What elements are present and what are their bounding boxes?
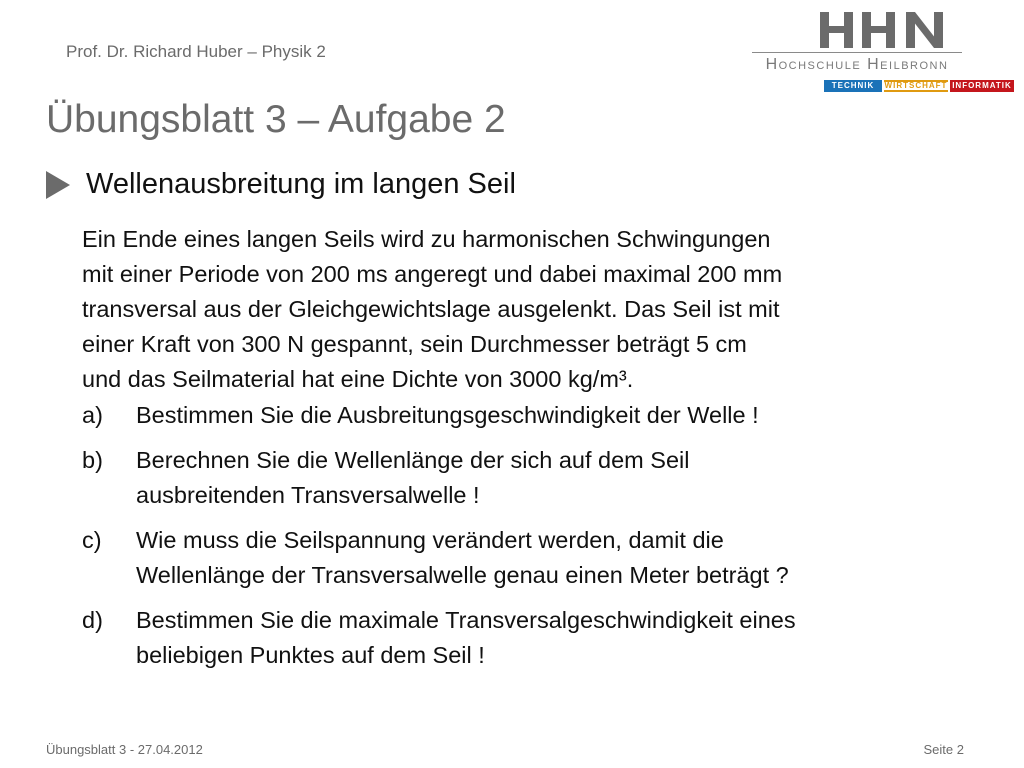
header-author: Prof. Dr. Richard Huber – Physik 2 (66, 42, 326, 61)
task-text: Bestimmen Sie die maximale Transversalgeschwindigkeit eines beliebigen Punktes auf dem Seil ! (136, 607, 796, 668)
hhn-logo-mark-icon (820, 12, 950, 50)
task-text: Bestimmen Sie die Ausbreitungsgeschwindigkeit der Welle ! (136, 402, 759, 428)
triangle-bullet-icon (46, 171, 70, 199)
problem-description: Ein Ende eines langen Seils wird zu harmonischen Schwingungen mit einer Periode von 200 ms angeregt und dabei maximal 200 mm transversal aus der Gleichgewichtslage ausgelenkt. Das Seil ist mit einer Kraft von 300 N gespannt, sein Durchmesser beträgt 5 cm und das Seilmaterial hat eine Dichte von 3000 kg/m³. (82, 226, 783, 392)
heading-row (46, 168, 516, 201)
task-label: c) (82, 527, 102, 553)
logo-bar-wirtschaft: WIRTSCHAFT (884, 81, 948, 90)
logo-divider (752, 52, 962, 53)
footer-page-number: Seite 2 (923, 742, 964, 757)
task-item-b (82, 443, 962, 513)
task-item-a (82, 398, 962, 433)
task-text: Wie muss die Seilspannung verändert werden, damit die Wellenlänge der Transversalwelle genau einen Meter beträgt ? (136, 527, 789, 588)
logo-name: Hochschule Heilbronn (765, 56, 949, 73)
task-label: b) (82, 447, 103, 473)
section-heading: Wellenausbreitung im langen Seil (86, 168, 516, 200)
task-label: a) (82, 402, 103, 428)
logo-bar-informatik: INFORMATIK (950, 80, 1014, 92)
task-label: d) (82, 607, 103, 633)
hhn-logo (752, 8, 1012, 94)
task-item-d (82, 603, 962, 673)
task-list (82, 398, 962, 683)
task-item-c (82, 523, 962, 593)
slide-title: Übungsblatt 3 – Aufgabe 2 (46, 98, 506, 141)
task-text: Berechnen Sie die Wellenlänge der sich auf dem Seil ausbreitenden Transversalwelle ! (136, 447, 690, 508)
logo-bar-technik: TECHNIK (824, 80, 882, 92)
footer-date: Übungsblatt 3 - 27.04.2012 (46, 742, 203, 757)
